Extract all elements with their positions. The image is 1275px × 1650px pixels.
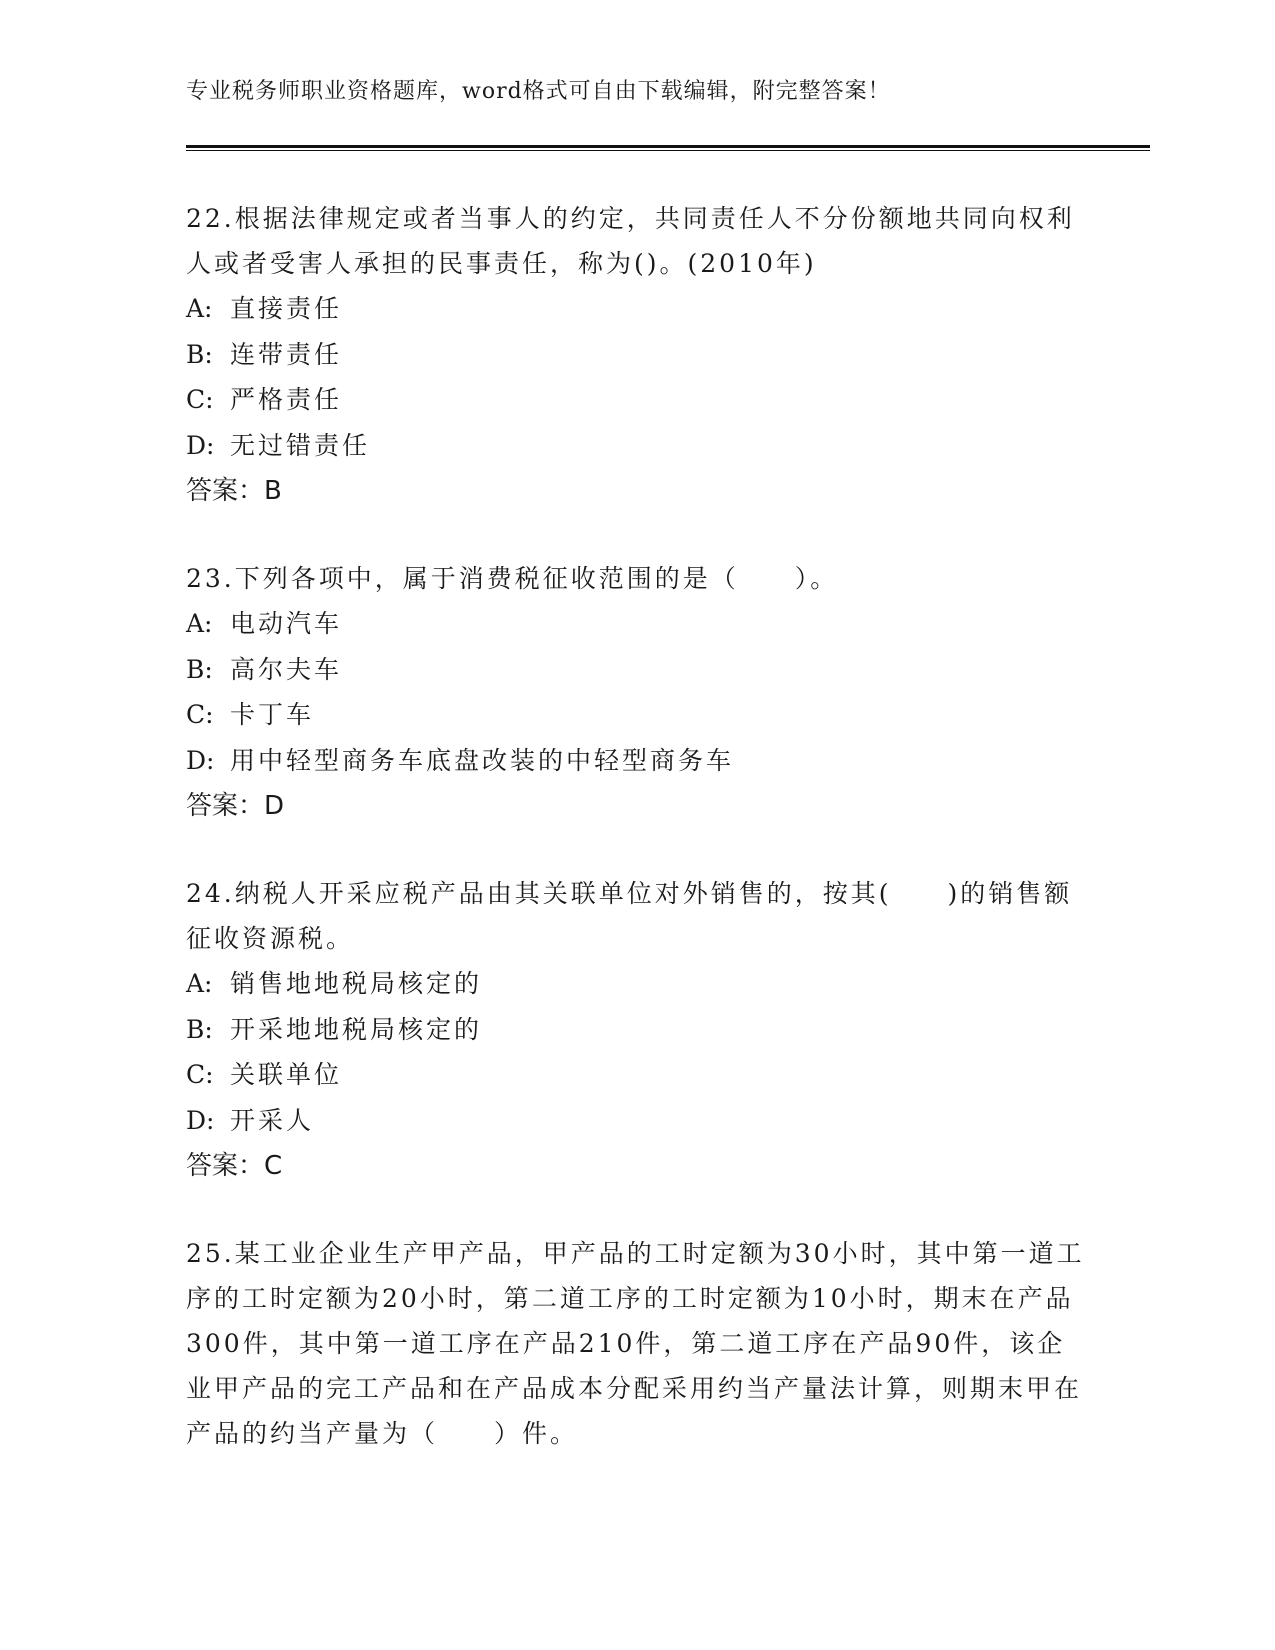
option-c [186,377,1086,423]
option-letter: D: [186,745,215,775]
option-b [186,647,1086,693]
question-stem: 22.根据法律规定或者当事人的约定，共同责任人不分份额地共同向权利人或者受害人承担的民事责任，称为()。(2010年) [186,204,1075,278]
option-text: 开采地地税局核定的 [230,1014,483,1044]
option-c [186,1052,1086,1098]
answer-line: 答案：D [186,791,285,821]
option-c [186,692,1086,738]
question-stem: 25.某工业企业生产甲产品，甲产品的工时定额为30小时，其中第一道工序的工时定额为20小时，第二道工序的工时定额为10小时，期末在产品300件，其中第一道工序在产品210件，第二道工序在产品90件，该企业甲产品的完工产品和在产品成本分配采用约当产量法计算，则期末甲在产品的约当产量为（ ）件。 [186,1239,1085,1448]
option-letter: D: [186,430,215,460]
option-text: 电动汽车 [230,609,343,638]
option-d [186,1098,1086,1144]
option-letter: C: [186,385,214,414]
option-text: 销售地地税局核定的 [230,969,483,998]
option-a [186,961,1086,1007]
option-b [186,1007,1086,1053]
option-text: 连带责任 [230,339,343,369]
question-24 [186,871,1086,1189]
option-text: 直接责任 [230,294,343,323]
option-d [186,423,1086,469]
question-25 [186,1231,1086,1456]
question-22 [186,196,1086,514]
option-text: 卡丁车 [230,700,315,729]
option-text: 用中轻型商务车底盘改装的中轻型商务车 [230,745,735,775]
page-header: 专业税务师职业资格题库，word格式可自由下载编辑，附完整答案！ [186,79,891,104]
option-letter: C: [186,1060,214,1089]
option-letter: C: [186,700,214,729]
option-b [186,332,1086,378]
question-23 [186,556,1086,829]
option-letter: A: [186,609,213,638]
option-d [186,738,1086,784]
header-rule-thin [186,150,1150,151]
option-text: 关联单位 [230,1060,343,1089]
option-letter: B: [186,654,213,684]
option-letter: D: [186,1105,215,1135]
question-stem: 23.下列各项中，属于消费税征收范围的是（ ）。 [186,564,839,593]
option-letter: A: [186,294,213,323]
answer-line: 答案：B [186,476,282,506]
option-text: 开采人 [230,1105,315,1135]
option-text: 高尔夫车 [230,654,343,684]
option-text: 严格责任 [230,385,343,414]
option-a [186,601,1086,647]
answer-line: 答案：C [186,1151,283,1181]
question-list [186,196,1086,1498]
option-a [186,286,1086,332]
option-letter: B: [186,1014,213,1044]
option-text: 无过错责任 [230,430,371,460]
header-rule-thick [186,145,1150,148]
option-letter: A: [186,969,213,998]
question-stem: 24.纳税人开采应税产品由其关联单位对外销售的，按其( )的销售额征收资源税。 [186,879,1073,953]
option-letter: B: [186,339,213,369]
